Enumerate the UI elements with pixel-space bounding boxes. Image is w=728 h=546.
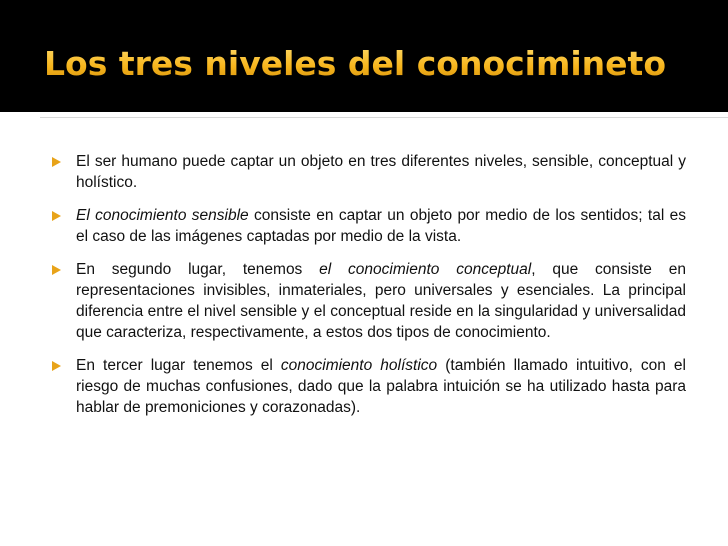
bullet-arrow-icon xyxy=(52,211,61,221)
bullet-italic-term: el conocimiento conceptual xyxy=(319,261,532,278)
bullet-list xyxy=(52,151,686,430)
bullet-italic-term: conocimiento holístico xyxy=(280,357,438,374)
bullet-text-after: (también llamado intuitivo, con el riesgo de muchas confusiones, dado que la palabra intuición se ha utilizado hasta para hablar de premoniciones y corazonadas). xyxy=(76,357,686,416)
bullet-item-4 xyxy=(52,355,686,418)
title-divider xyxy=(40,117,728,118)
slide-title: Los tres niveles del conocimineto xyxy=(44,40,666,88)
bullet-arrow-icon xyxy=(52,265,61,275)
bullet-arrow-icon xyxy=(52,361,61,371)
bullet-italic-term: El conocimiento sensible xyxy=(76,207,249,224)
bullet-text-after: , que consiste en representaciones invisibles, inmateriales, pero universales y esenciales. La principal diferencia entre el nivel sensible y el conceptual reside en la singularidad y universalidad que caracteriza, respectivamente, a estos dos tipos de conocimiento. xyxy=(76,261,686,341)
bullet-text-before: En tercer lugar tenemos el xyxy=(76,357,281,374)
bullet-item-1 xyxy=(52,151,686,193)
title-band xyxy=(0,0,728,112)
bullet-item-3 xyxy=(52,259,686,343)
bullet-text: El ser humano puede captar un objeto en tres diferentes niveles, sensible, conceptual y holístico. xyxy=(76,153,686,191)
bullet-arrow-icon xyxy=(52,157,61,167)
bullet-item-2 xyxy=(52,205,686,247)
bullet-text: consiste en captar un objeto por medio de los sentidos; tal es el caso de las imágenes captadas por medio de la vista. xyxy=(76,207,686,245)
bullet-text-before: En segundo lugar, tenemos xyxy=(76,261,320,278)
